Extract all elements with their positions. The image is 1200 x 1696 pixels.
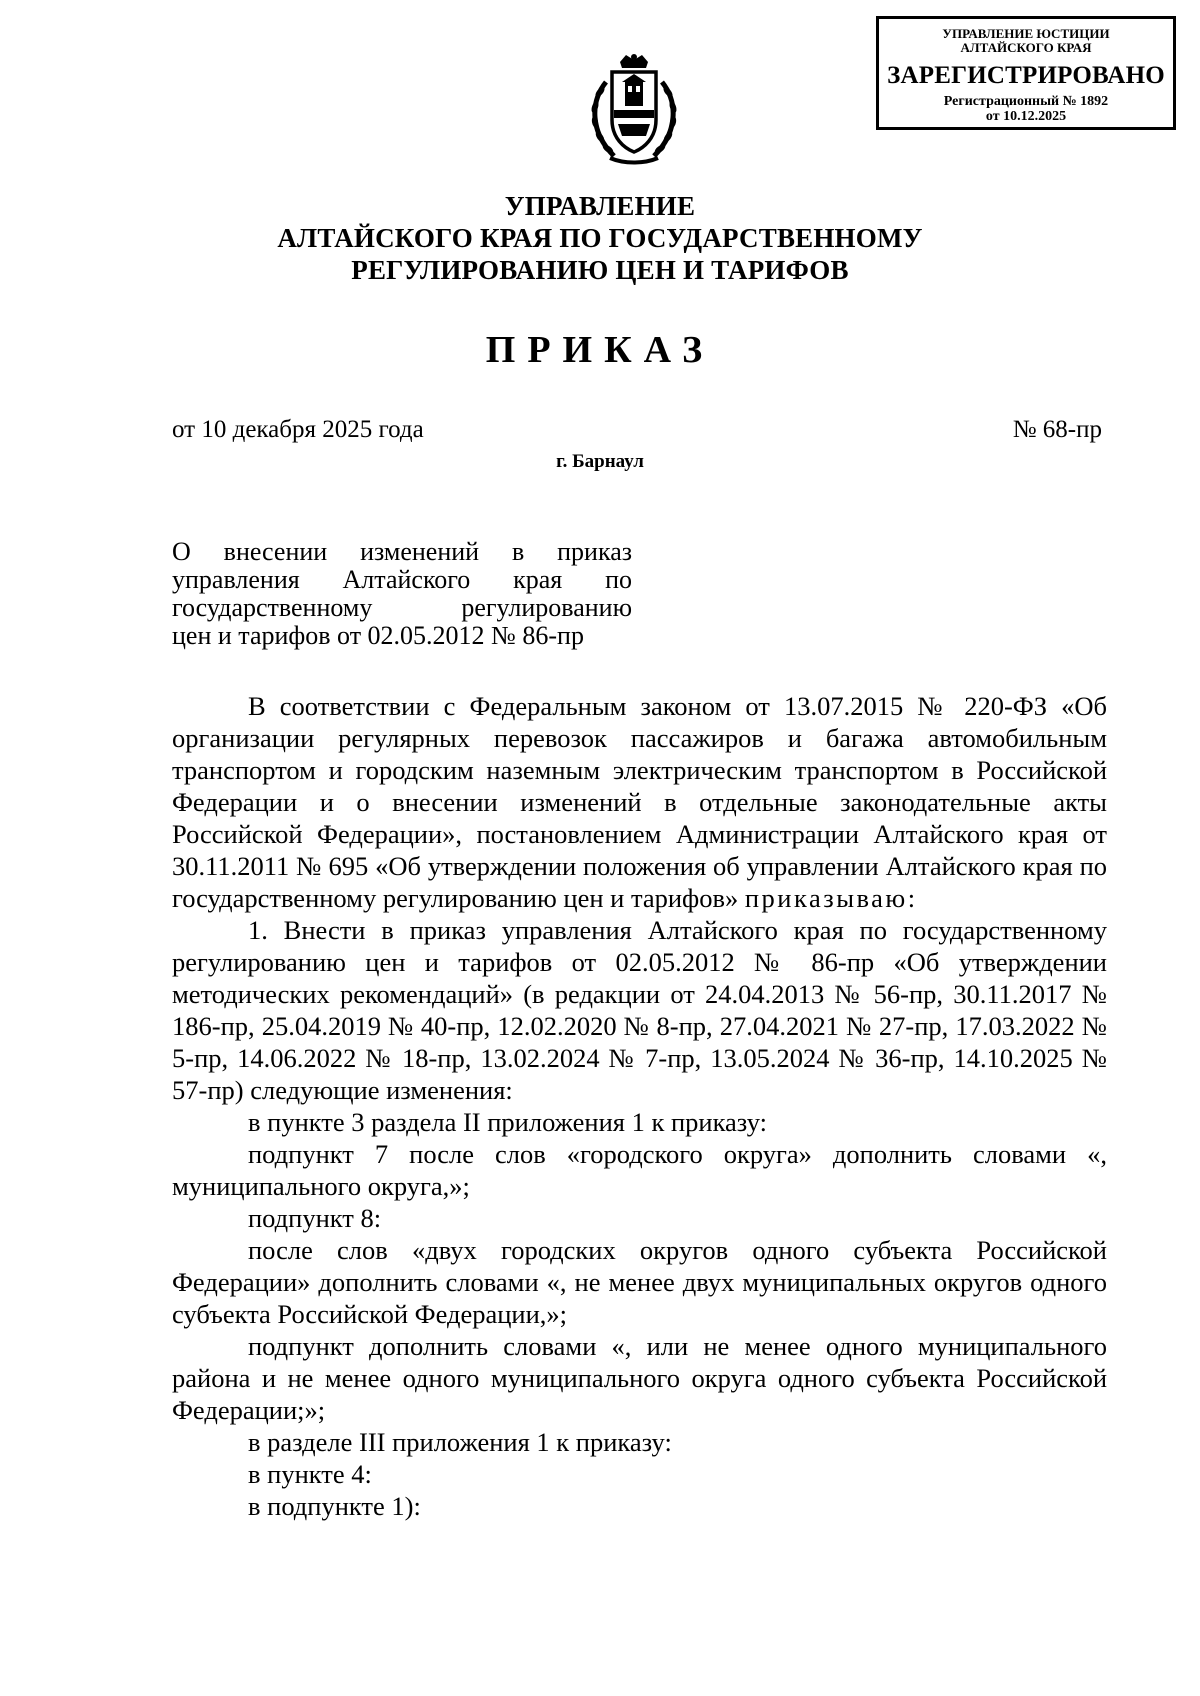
order-subject xyxy=(172,538,632,650)
body-paragraph-3: в пункте 3 раздела II приложения 1 к приказу: xyxy=(248,1107,767,1137)
subject-line-1: О внесении изменений в приказ xyxy=(172,537,632,566)
body-paragraph-preamble xyxy=(172,690,1107,914)
order-title: ПРИКАЗ xyxy=(485,329,715,371)
order-city: г. Барнаул xyxy=(556,451,644,472)
agency-header-line-2: АЛТАЙСКОГО КРАЯ ПО ГОСУДАРСТВЕННОМУ xyxy=(277,223,923,253)
stamp-authority-line-2: АЛТАЙСКОГО КРАЯ xyxy=(960,40,1092,55)
order-date: от 10 декабря 2025 года xyxy=(172,416,424,443)
body-paragraph-5: подпункт 8: xyxy=(248,1203,382,1233)
subject-line-2: управления Алтайского края по xyxy=(172,565,632,594)
body-paragraph-item-1: 1. Внести в приказ управления Алтайского края по государственному регулированию цен и тарифов от 02.05.2012 № 86-пр «Об утверждении методических рекомендаций» (в редакции от 24.04.2013 № 56-пр, 30.11.2017 № 186-пр, 25.04.2019 № 40-пр, 12.02.2020 № 8-пр, 27.04.2021 № 27-пр, 17.03.2022 № 5-пр, 14.06.2022 № 18-пр, 13.02.2024 № 7-пр, 13.05.2024 № 36-пр, 14.10.2025 № 57-пр) следующие изменения: xyxy=(172,915,1107,1105)
registration-stamp xyxy=(876,16,1176,130)
body-paragraph-10: в подпункте 1): xyxy=(248,1491,421,1521)
agency-header-line-3: РЕГУЛИРОВАНИЮ ЦЕН И ТАРИФОВ xyxy=(351,255,849,285)
order-number: № 68-пр xyxy=(1012,416,1102,443)
body-paragraph-7: подпункт дополнить словами «, или не менее одного муниципального района и не менее одного муниципального округа одного субъекта Российской Федерации;»; xyxy=(172,1331,1107,1425)
body-paragraph-8: в разделе III приложения 1 к приказу: xyxy=(248,1427,672,1457)
subject-line-3: государственному регулированию xyxy=(172,593,632,622)
body-paragraph-6: после слов «двух городских округов одного субъекта Российской Федерации» дополнить словами «, не менее двух муниципальных округов одного субъекта Российской Федерации,»; xyxy=(172,1235,1107,1329)
stamp-registration-number: Регистрационный № 1892 xyxy=(943,94,1109,109)
agency-header-line-1: УПРАВЛЕНИЕ xyxy=(504,191,696,221)
body-paragraph-9: в пункте 4: xyxy=(248,1459,372,1489)
stamp-registration-date: от 10.12.2025 xyxy=(985,109,1067,124)
preamble-order-word: приказываю: xyxy=(744,883,918,913)
order-body xyxy=(172,690,1107,1522)
body-paragraph-4: подпункт 7 после слов «городского округа» дополнить словами «, муниципального округа,»; xyxy=(172,1139,1107,1201)
coat-of-arms-emblem xyxy=(580,52,688,168)
agency-header xyxy=(0,190,1200,286)
preamble-text: В соответствии с Федеральным законом от 13.07.2015 № 220-ФЗ «Об организации регулярных перевозок пассажиров и багажа автомобильным транспортом и городским наземным электрическим транспортом в Российской Федерации и о внесении изменений в отдельные законодательные акты Российской Федерации», постановлением Администрации Алтайского края от 30.11.2011 № 695 «Об утверждении положения об управлении Алтайского края по государственному регулированию цен и тарифов» xyxy=(172,691,1107,913)
stamp-authority-line-1: УПРАВЛЕНИЕ ЮСТИЦИИ xyxy=(942,26,1110,41)
stamp-registered-label: ЗАРЕГИСТРИРОВАНО xyxy=(887,62,1165,89)
subject-line-4: цен и тарифов от 02.05.2012 № 86-пр xyxy=(172,621,584,650)
